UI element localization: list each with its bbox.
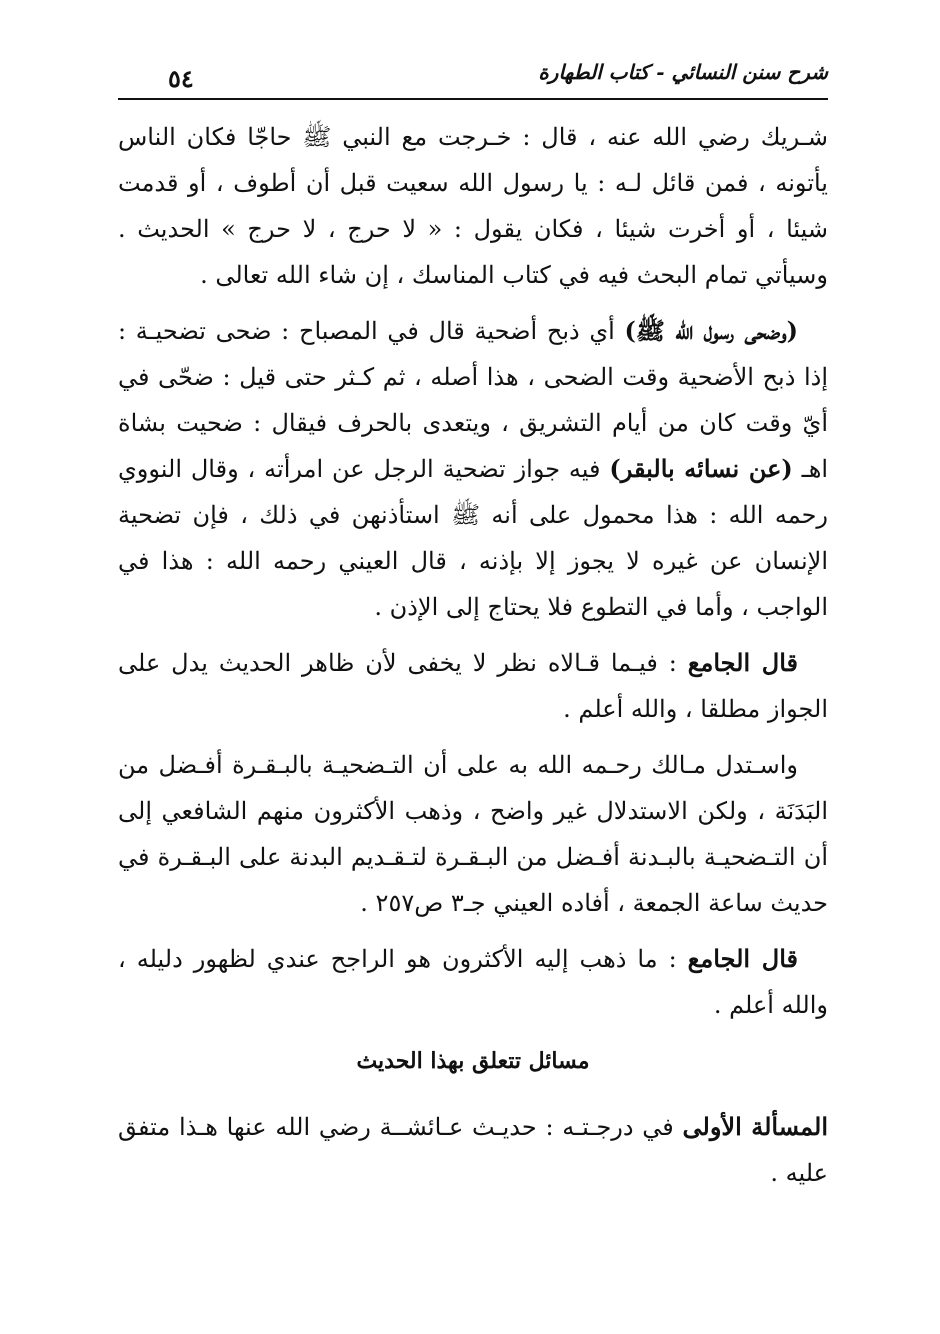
paragraph-2-lead: (وضحى رسول الله ﷺ) bbox=[624, 316, 798, 345]
page-number: ٥٤ bbox=[162, 64, 200, 93]
paragraph-3-text: : فيـما قـالاه نظر لا يخفى لأن ظاهر الحديث يدل على الجواز مطلقا ، والله أعلم . bbox=[118, 649, 828, 723]
paragraph-1-text: شـريك رضي الله عنه ، قال : خـرجت مع النبي ﷺ حاجّا فكان الناس يأتونه ، فمن قائل لـه : يا رسول الله سعيت قبل أن أطوف ، أو قدمت شيئا ، أو أخرت شيئا ، فكان يقول : « لا حرج ، لا حرج » الحديث . وسيأتي تمام البحث فيه في كتاب المناسك ، إن شاء الله تعالى . bbox=[118, 123, 828, 289]
document-page bbox=[118, 58, 828, 1206]
paragraph-1 bbox=[118, 114, 828, 298]
paragraph-4 bbox=[118, 742, 828, 926]
page-header bbox=[118, 58, 828, 100]
section-heading: مسائل تتعلق بهذا الحديث bbox=[356, 1048, 590, 1074]
paragraph-4-text: واسـتدل مـالك رحـمه الله به على أن التـضحيـة بالبـقـرة أفـضل من البَدَنَة ، ولكن الاستدلال غير واضح ، وذهب الأكثرون منهم الشافعي إلى أن التـضحيـة بالبـدنة أفـضل من البـقـرة لتـقـديم البدنة على البـقـرة في حديث ساعة الجمعة ، أفاده العيني جـ٣ ص٢٥٧ . bbox=[118, 751, 828, 917]
paragraph-2-text-2: فيه جواز تضحية الرجل عن امرأته ، وقال النووي رحمه الله : هذا محمول على أنه ﷺ استأذنهن في ذلك ، فإن تضحية الإنسان عن غيره لا يجوز إلا بإذنه ، قال العيني رحمه الله : هذا في الواجب ، وأما في التطوع فلا يحتاج إلى الإذن . bbox=[118, 455, 828, 621]
paragraph-2-text: أي ذبح أضحية قال في المصباح : ضحى تضحيـة : إذا ذبح الأضحية وقت الضحى ، هذا أصله ، ثم كـثر حتى قيل : ضحّى في أيّ وقت كان من أيام التشريق ، ويتعدى بالحرف فيقال : ضحيت بشاة اهـ bbox=[118, 317, 829, 483]
final-paragraph-lead: المسألة الأولى bbox=[682, 1112, 828, 1141]
header-rule-mark bbox=[118, 98, 158, 100]
paragraph-5 bbox=[118, 936, 828, 1028]
paragraph-3-lead: قال الجامع bbox=[687, 648, 798, 677]
paragraph-5-text: : ما ذهب إليه الأكثرون هو الراجح عندي لظهور دليله ، والله أعلم . bbox=[118, 945, 828, 1019]
paragraph-5-lead: قال الجامع bbox=[687, 944, 798, 973]
paragraph-2-inline-bold: (عن نسائه بالبقر) bbox=[609, 454, 793, 483]
final-paragraph bbox=[118, 1104, 828, 1196]
final-paragraph-text: في درجـتـه : حديـث عـائشــة رضي الله عنها هـذا متفق عليه . bbox=[118, 1113, 828, 1187]
paragraph-3 bbox=[118, 640, 828, 732]
running-title: شرح سنن النسائي - كتاب الطهارة bbox=[538, 60, 828, 84]
page-body bbox=[118, 114, 828, 1196]
paragraph-2 bbox=[118, 308, 828, 630]
